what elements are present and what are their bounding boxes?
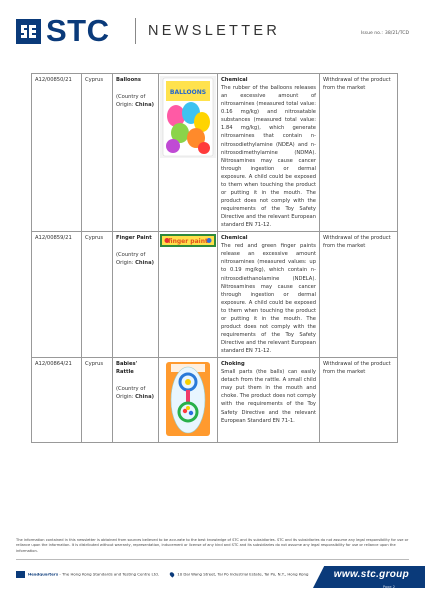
risk-type: Choking [221, 361, 245, 368]
stc-logo-icon [16, 19, 41, 44]
risk-cell [218, 358, 320, 443]
risk-cell [218, 232, 320, 358]
risk-type: Chemical [221, 77, 248, 83]
risk-type: Chemical [221, 235, 248, 242]
balloons-package-caption: BALLOONS [169, 89, 207, 96]
reference-cell: A12/00859/21 [32, 232, 82, 358]
hq-name: - The Hong Kong Standards and Testing Centre Ltd. [58, 571, 159, 577]
finger-paint-product-image [160, 234, 216, 247]
header-divider [135, 18, 136, 44]
product-image-cell [159, 358, 218, 443]
country-cell: Cyprus [82, 232, 113, 358]
country-cell: Cyprus [82, 74, 113, 232]
origin-value: China) [135, 394, 154, 401]
page-number: Page 2 [382, 585, 395, 589]
newsletter-header [0, 0, 425, 58]
rattle-product-image [160, 360, 216, 440]
finger-paint-package-caption: finger paint [168, 237, 208, 245]
risk-description: The rubber of the balloons releases an excessive amount of nitrosamines (measured total value: 0.16 mg/kg) and nitrosatable substances (measured total value: 1.84 mg/kg), which generate nitrosamines that contain n-nitrosodiethylamine (NDEA) and n-nitrosodimethylamine (NDMA). Nitrosamines may cause cancer through ingestion or dermal exposure. A child could be exposed to them when touching the product or putting it in the mouth. The product does not comply with the requirements of the Toy Safety Directive and the relevant European standard EN 71-12. [221, 85, 316, 229]
risk-cell [218, 74, 320, 232]
origin-value: China) [135, 102, 154, 109]
product-name: Balloons [116, 77, 141, 83]
website-link[interactable]: www.stc.group [333, 569, 409, 580]
country-cell: Cyprus [82, 358, 113, 443]
product-image-cell [159, 232, 218, 358]
reference-cell: A12/00864/21 [32, 358, 82, 443]
table-row [32, 358, 398, 443]
measures-cell: Withdrawal of the product from the market [320, 358, 398, 443]
issue-number [361, 31, 409, 36]
risk-description: The red and green finger paints release an excessive amount nitrosamines (measured values: up to 0.19 mg/kg), which contain n-nitrosodiethanolamine (NDELA). Nitrosamines may cause cancer through ingestion or dermal exposure. A child could be exposed to them when touching the product or putting it in the mouth. The product does not comply with the requirements of the Toy Safety Directive and the relevant European standard EN 71-12. [221, 243, 316, 355]
building-icon [16, 571, 25, 578]
risk-description: Small parts (the balls) can easily detach from the rattle. A small child may put them in the mouth and choke. The product does not comply with the requirements of the Toy Safety Directive and the relevant European Standard EN 71-1. [221, 369, 316, 424]
hq-address: 10 Dai Wang Street, Tai Po Industrial Estate, Tai Po, N.T., Hong Kong [177, 571, 309, 577]
recall-table [31, 73, 398, 443]
footer-divider [16, 559, 409, 560]
product-cell [113, 232, 159, 358]
product-cell [113, 74, 159, 232]
logo-wordmark: STC [46, 13, 110, 48]
country-of-origin [116, 385, 155, 401]
product-name: Babies' Rattle [116, 361, 138, 376]
product-cell [113, 358, 159, 443]
product-image-cell [159, 74, 218, 232]
headquarters-info [16, 571, 309, 578]
table-row [32, 74, 398, 232]
origin-label: (Country of Origin: [116, 386, 146, 401]
origin-label: (Country of Origin: [116, 94, 146, 109]
origin-value: China) [135, 260, 154, 267]
issue-label: Issue no.: [360, 31, 383, 36]
product-name: Finger Paint [116, 235, 152, 242]
country-of-origin [116, 251, 155, 267]
table-row [32, 232, 398, 358]
disclaimer-text: The information contained in this newsletter is obtained from sources believed to be accurate to the best knowledge of STC and its subsidiaries. STC and its subsidiaries do not assume any legal responsibility for use or reliance upon the information. It is distributed without warranty, representation, inducement or license of any kind and STC and its subsidiaries do not assume any legal responsibility for use or reliance upon the information. [16, 538, 409, 553]
balloons-product-image [160, 76, 216, 158]
measures-cell: Withdrawal of the product from the market [320, 74, 398, 232]
newsletter-title: NEWSLETTER [148, 23, 281, 39]
location-pin-icon [169, 571, 175, 577]
reference-cell: A12/00850/21 [32, 74, 82, 232]
measures-cell: Withdrawal of the product from the market [320, 232, 398, 358]
issue-value: 38/21/TCD [384, 31, 409, 36]
country-of-origin [116, 93, 155, 109]
hq-label: Headquarters [28, 571, 59, 577]
origin-label: (Country of Origin: [116, 252, 146, 267]
